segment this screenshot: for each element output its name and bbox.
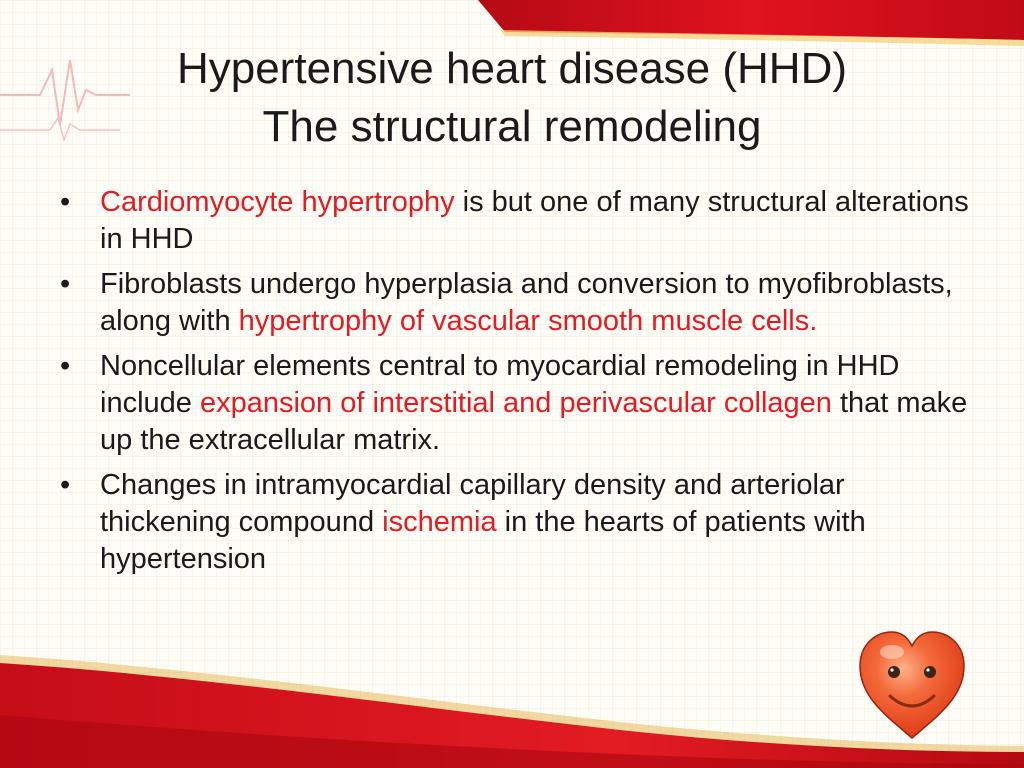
highlighted-text: expansion of interstitial and perivascular collagen [199, 387, 832, 419]
bullet-point-icon: • [60, 350, 71, 382]
title-line-1: Hypertensive heart disease (HHD) [176, 44, 848, 93]
bullet-item [60, 266, 970, 340]
bullet-list [60, 184, 970, 586]
bullet-item [60, 467, 970, 578]
highlighted-text: hypertrophy of vascular smooth muscle cells. [238, 305, 818, 337]
bullet-item [60, 184, 970, 258]
smiling-heart-icon [856, 626, 968, 744]
bullet-text: Noncellular elements central to myocardial remodeling in HHD include [100, 350, 900, 419]
bullet-point-icon: • [60, 469, 71, 501]
title-line-2: The structural remodeling [262, 102, 762, 151]
bullet-text: in the hearts of patients with hypertension [100, 506, 866, 575]
highlighted-text: Cardiomyocyte hypertrophy [100, 186, 455, 218]
bullet-text: Fibroblasts undergo hyperplasia and conversion to myofibroblasts, along with [100, 268, 953, 337]
bullet-point-icon: • [60, 186, 71, 218]
slide-title [0, 40, 1024, 156]
bullet-point-icon: • [60, 268, 71, 300]
highlighted-text: ischemia [382, 506, 497, 538]
bullet-text: is but one of many structural alterations in HHD [100, 186, 969, 255]
bullet-text: Changes in intramyocardial capillary density and arteriolar thickening compound [100, 469, 845, 538]
bullet-text: that make up the extracellular matrix. [100, 387, 968, 456]
bullet-item [60, 348, 970, 459]
